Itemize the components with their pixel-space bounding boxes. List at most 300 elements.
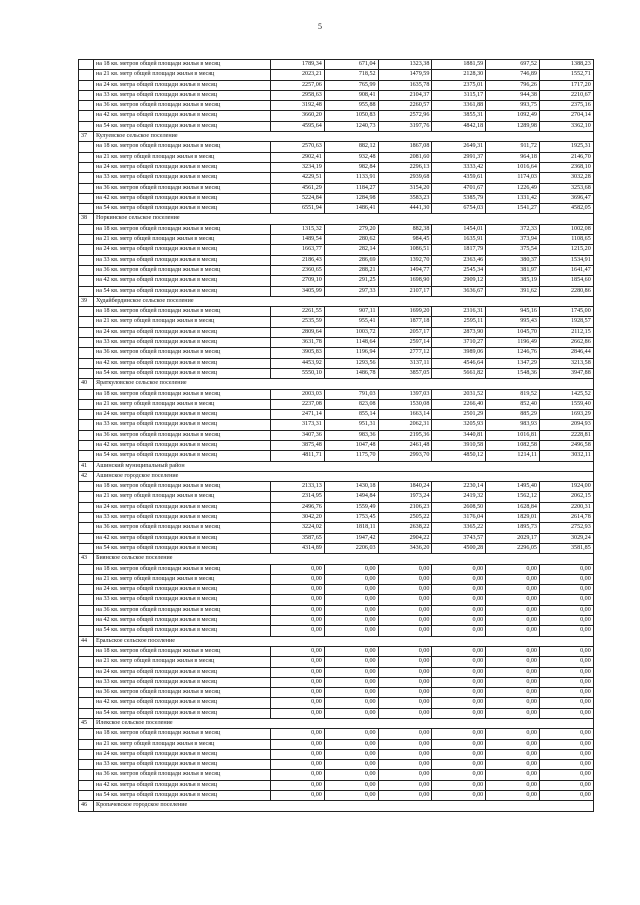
section-header-row: [79, 461, 594, 471]
table-row: [79, 688, 594, 698]
value-cell: 885,29: [486, 410, 540, 420]
value-cell: 373,94: [486, 235, 540, 245]
row-number-cell: [79, 595, 94, 605]
value-cell: 286,69: [324, 255, 378, 265]
value-cell: 0,00: [271, 646, 325, 656]
value-cell: 0,00: [378, 657, 432, 667]
value-cell: 1174,03: [486, 173, 540, 183]
value-cell: 2958,63: [271, 90, 325, 100]
value-cell: 0,00: [486, 585, 540, 595]
value-cell: 2261,55: [271, 307, 325, 317]
table-row: [79, 70, 594, 80]
value-cell: 0,00: [432, 780, 486, 790]
row-number-cell: [79, 574, 94, 584]
table-row: [79, 368, 594, 378]
value-cell: 1047,48: [324, 440, 378, 450]
value-cell: 3333,42: [432, 162, 486, 172]
value-cell: 0,00: [271, 616, 325, 626]
row-label: на 24 кв. метра общей площади жилья в месяц: [94, 585, 271, 595]
value-cell: 0,00: [271, 626, 325, 636]
section-header-row: [79, 132, 594, 142]
value-cell: 1086,51: [378, 245, 432, 255]
table-row: [79, 626, 594, 636]
value-cell: 0,00: [324, 791, 378, 801]
value-cell: 0,00: [539, 780, 593, 790]
section-number: 40: [79, 379, 94, 389]
value-cell: 3192,48: [271, 101, 325, 111]
value-cell: 1284,98: [324, 193, 378, 203]
value-cell: 982,84: [324, 162, 378, 172]
row-label: на 54 кв. метра общей площади жилья в месяц: [94, 791, 271, 801]
value-cell: 944,38: [486, 90, 540, 100]
row-number-cell: [79, 368, 94, 378]
value-cell: 2031,52: [432, 389, 486, 399]
value-cell: 1196,49: [486, 338, 540, 348]
section-header-row: [79, 719, 594, 729]
table-row: [79, 657, 594, 667]
value-cell: 2228,81: [539, 430, 593, 440]
value-cell: 1430,18: [324, 482, 378, 492]
value-cell: 5661,82: [432, 368, 486, 378]
value-cell: 0,00: [486, 595, 540, 605]
value-cell: 0,00: [324, 677, 378, 687]
row-label: на 21 кв. метр общей площади жилья в месяц: [94, 574, 271, 584]
table-row: [79, 173, 594, 183]
value-cell: 0,00: [539, 605, 593, 615]
table-row: [79, 770, 594, 780]
row-number-cell: [79, 605, 94, 615]
value-cell: 0,00: [271, 708, 325, 718]
value-cell: 2904,22: [378, 533, 432, 543]
value-cell: 908,41: [324, 90, 378, 100]
value-cell: 0,00: [324, 605, 378, 615]
table-row: [79, 142, 594, 152]
value-cell: 3636,67: [432, 286, 486, 296]
row-number-cell: [79, 245, 94, 255]
value-cell: 375,54: [486, 245, 540, 255]
value-cell: 1641,47: [539, 265, 593, 275]
value-cell: 0,00: [432, 574, 486, 584]
row-number-cell: [79, 338, 94, 348]
section-number: 43: [79, 554, 94, 564]
value-cell: 6551,94: [271, 204, 325, 214]
value-cell: 2902,41: [271, 152, 325, 162]
value-cell: 2296,13: [378, 162, 432, 172]
row-number-cell: [79, 193, 94, 203]
value-cell: 0,00: [486, 605, 540, 615]
value-cell: 380,37: [486, 255, 540, 265]
value-cell: 0,00: [432, 646, 486, 656]
value-cell: 0,00: [539, 760, 593, 770]
value-cell: 0,00: [432, 605, 486, 615]
value-cell: 0,00: [486, 698, 540, 708]
value-cell: 955,88: [324, 101, 378, 111]
value-cell: 0,00: [539, 564, 593, 574]
value-cell: 4842,18: [432, 121, 486, 131]
value-cell: 2003,03: [271, 389, 325, 399]
page-number: 5: [318, 22, 322, 31]
value-cell: 0,00: [378, 688, 432, 698]
value-cell: 280,62: [324, 235, 378, 245]
value-cell: 0,00: [324, 698, 378, 708]
row-number-cell: [79, 410, 94, 420]
value-cell: 1108,65: [539, 235, 593, 245]
value-cell: 0,00: [432, 791, 486, 801]
value-cell: 2081,60: [378, 152, 432, 162]
row-label: на 21 кв. метр общей площади жилья в месяц: [94, 492, 271, 502]
value-cell: 1175,70: [324, 451, 378, 461]
value-cell: 1925,31: [539, 142, 593, 152]
value-cell: 1003,72: [324, 327, 378, 337]
table-row: [79, 338, 594, 348]
section-header-row: [79, 471, 594, 481]
value-cell: 372,33: [486, 224, 540, 234]
value-cell: 0,00: [271, 677, 325, 687]
value-cell: 882,38: [378, 224, 432, 234]
value-cell: 385,19: [486, 276, 540, 286]
value-cell: 1215,20: [539, 245, 593, 255]
value-cell: 0,00: [486, 626, 540, 636]
value-cell: 0,00: [324, 595, 378, 605]
table-row: [79, 533, 594, 543]
table-row: [79, 760, 594, 770]
section-title: Биянское сельское поселение: [94, 554, 594, 564]
value-cell: 3696,47: [539, 193, 593, 203]
value-cell: 0,00: [378, 729, 432, 739]
value-cell: 2210,67: [539, 90, 593, 100]
value-cell: 2257,06: [271, 80, 325, 90]
row-number-cell: [79, 60, 94, 70]
table-row: [79, 152, 594, 162]
row-label: на 54 кв. метра общей площади жилья в месяц: [94, 626, 271, 636]
value-cell: 3631,78: [271, 338, 325, 348]
row-number-cell: [79, 183, 94, 193]
row-number-cell: [79, 101, 94, 111]
value-cell: 0,00: [486, 791, 540, 801]
row-label: на 36 кв. метров общей площади жилья в месяц: [94, 101, 271, 111]
value-cell: 3407,36: [271, 430, 325, 440]
table-row: [79, 440, 594, 450]
value-cell: 1663,77: [271, 245, 325, 255]
row-label: на 21 кв. метр общей площади жилья в месяц: [94, 70, 271, 80]
value-cell: 4314,89: [271, 543, 325, 553]
table-row: [79, 739, 594, 749]
value-cell: 0,00: [486, 770, 540, 780]
row-label: на 36 кв. метров общей площади жилья в месяц: [94, 605, 271, 615]
value-cell: 2316,31: [432, 307, 486, 317]
value-cell: 1548,36: [486, 368, 540, 378]
value-cell: 0,00: [378, 780, 432, 790]
value-cell: 3436,20: [378, 543, 432, 553]
value-cell: 2186,43: [271, 255, 325, 265]
table-row: [79, 708, 594, 718]
table-row: [79, 420, 594, 430]
row-number-cell: [79, 358, 94, 368]
value-cell: 2614,78: [539, 513, 593, 523]
value-cell: 2496,58: [539, 440, 593, 450]
value-cell: 0,00: [271, 749, 325, 759]
value-cell: 5385,79: [432, 193, 486, 203]
value-cell: 3176,04: [432, 513, 486, 523]
table-row: [79, 502, 594, 512]
value-cell: 1854,60: [539, 276, 593, 286]
value-cell: 1392,70: [378, 255, 432, 265]
table-row: [79, 204, 594, 214]
section-number: 46: [79, 801, 94, 811]
section-title: Кулуевское сельское поселение: [94, 132, 594, 142]
value-cell: 1817,79: [432, 245, 486, 255]
value-cell: 2471,14: [271, 410, 325, 420]
value-cell: 2505,22: [378, 513, 432, 523]
table-row: [79, 780, 594, 790]
value-cell: 4561,29: [271, 183, 325, 193]
value-cell: 2128,30: [432, 70, 486, 80]
value-cell: 0,00: [378, 585, 432, 595]
row-number-cell: [79, 513, 94, 523]
value-cell: 1486,41: [324, 204, 378, 214]
value-cell: 4441,30: [378, 204, 432, 214]
value-cell: 2314,95: [271, 492, 325, 502]
row-number-cell: [79, 791, 94, 801]
value-cell: 1397,03: [378, 389, 432, 399]
value-cell: 391,62: [486, 286, 540, 296]
row-number-cell: [79, 708, 94, 718]
value-cell: 1698,90: [378, 276, 432, 286]
row-label: на 42 кв. метра общей площади жилья в месяц: [94, 276, 271, 286]
section-number: 41: [79, 461, 94, 471]
value-cell: 2107,17: [378, 286, 432, 296]
section-number: 45: [79, 719, 94, 729]
value-cell: 0,00: [486, 749, 540, 759]
section-title: Еральское сельское поселение: [94, 636, 594, 646]
value-cell: 1388,23: [539, 60, 593, 70]
value-cell: 3587,65: [271, 533, 325, 543]
value-cell: 2777,12: [378, 348, 432, 358]
row-label: на 33 кв. метра общей площади жилья в месяц: [94, 595, 271, 605]
row-label: на 42 кв. метра общей площади жилья в месяц: [94, 358, 271, 368]
row-number-cell: [79, 286, 94, 296]
row-number-cell: [79, 451, 94, 461]
value-cell: 1246,76: [486, 348, 540, 358]
table-row: [79, 90, 594, 100]
value-cell: 3581,85: [539, 543, 593, 553]
row-number-cell: [79, 162, 94, 172]
value-cell: 2704,14: [539, 111, 593, 121]
value-cell: 1323,38: [378, 60, 432, 70]
value-cell: 0,00: [432, 657, 486, 667]
value-cell: 1494,77: [378, 265, 432, 275]
value-cell: 0,00: [271, 574, 325, 584]
value-cell: 2939,68: [378, 173, 432, 183]
row-number-cell: [79, 90, 94, 100]
row-label: на 18 кв. метров общей площади жилья в месяц: [94, 564, 271, 574]
value-cell: 3905,83: [271, 348, 325, 358]
table-row: [79, 451, 594, 461]
value-cell: 1214,11: [486, 451, 540, 461]
row-number-cell: [79, 152, 94, 162]
value-cell: 955,41: [324, 317, 378, 327]
value-cell: 2200,31: [539, 502, 593, 512]
value-cell: 2572,96: [378, 111, 432, 121]
value-cell: 2363,46: [432, 255, 486, 265]
value-cell: 0,00: [539, 616, 593, 626]
value-cell: 0,00: [324, 657, 378, 667]
section-header-row: [79, 636, 594, 646]
row-number-cell: [79, 111, 94, 121]
value-cell: 3361,88: [432, 101, 486, 111]
section-header-row: [79, 379, 594, 389]
value-cell: 1635,91: [432, 235, 486, 245]
row-label: на 42 кв. метра общей площади жилья в месяц: [94, 616, 271, 626]
value-cell: 4701,67: [432, 183, 486, 193]
value-cell: 0,00: [486, 616, 540, 626]
value-cell: 0,00: [324, 770, 378, 780]
value-cell: 3253,68: [539, 183, 593, 193]
row-label: на 24 кв. метра общей площади жилья в месяц: [94, 502, 271, 512]
value-cell: 1818,11: [324, 523, 378, 533]
value-cell: 3205,93: [432, 420, 486, 430]
value-cell: 791,03: [324, 389, 378, 399]
value-cell: 1495,40: [486, 482, 540, 492]
value-cell: 2597,14: [378, 338, 432, 348]
value-cell: 0,00: [324, 780, 378, 790]
row-label: на 33 кв. метра общей площади жилья в месяц: [94, 760, 271, 770]
value-cell: 4595,64: [271, 121, 325, 131]
row-number-cell: [79, 585, 94, 595]
value-cell: 0,00: [271, 595, 325, 605]
value-cell: 0,00: [432, 770, 486, 780]
value-cell: 381,97: [486, 265, 540, 275]
value-cell: 0,00: [324, 626, 378, 636]
value-cell: 0,00: [539, 749, 593, 759]
value-cell: 1293,56: [324, 358, 378, 368]
row-label: на 33 кв. метра общей площади жилья в месяц: [94, 677, 271, 687]
value-cell: 2057,17: [378, 327, 432, 337]
value-cell: 0,00: [324, 729, 378, 739]
value-cell: 3032,28: [539, 173, 593, 183]
row-number-cell: [79, 564, 94, 574]
row-number-cell: [79, 142, 94, 152]
table-row: [79, 543, 594, 553]
value-cell: 1693,29: [539, 410, 593, 420]
row-number-cell: [79, 739, 94, 749]
value-cell: 0,00: [539, 667, 593, 677]
value-cell: 0,00: [432, 749, 486, 759]
value-cell: 279,20: [324, 224, 378, 234]
table-row: [79, 183, 594, 193]
row-label: на 24 кв. метра общей площади жилья в месяц: [94, 410, 271, 420]
value-cell: 855,14: [324, 410, 378, 420]
value-cell: 765,99: [324, 80, 378, 90]
value-cell: 4546,64: [432, 358, 486, 368]
value-cell: 2909,12: [432, 276, 486, 286]
value-cell: 0,00: [378, 646, 432, 656]
row-label: на 36 кв. метров общей площади жилья в месяц: [94, 523, 271, 533]
value-cell: 3947,88: [539, 368, 593, 378]
value-cell: 1494,84: [324, 492, 378, 502]
table-row: [79, 523, 594, 533]
value-cell: 0,00: [378, 698, 432, 708]
value-cell: 3032,11: [539, 451, 593, 461]
value-cell: 1840,24: [378, 482, 432, 492]
value-cell: 0,00: [271, 605, 325, 615]
value-cell: 0,00: [271, 780, 325, 790]
value-cell: 0,00: [378, 564, 432, 574]
value-cell: 3710,27: [432, 338, 486, 348]
row-number-cell: [79, 307, 94, 317]
value-cell: 0,00: [539, 739, 593, 749]
value-cell: 0,00: [271, 585, 325, 595]
row-number-cell: [79, 482, 94, 492]
row-label: на 54 кв. метра общей площади жилья в месяц: [94, 451, 271, 461]
value-cell: 2094,93: [539, 420, 593, 430]
value-cell: 0,00: [324, 688, 378, 698]
value-cell: 1331,42: [486, 193, 540, 203]
row-number-cell: [79, 698, 94, 708]
value-cell: 1559,49: [324, 502, 378, 512]
value-cell: 0,00: [486, 657, 540, 667]
value-cell: 2501,29: [432, 410, 486, 420]
value-cell: 983,93: [486, 420, 540, 430]
value-cell: 0,00: [324, 760, 378, 770]
value-cell: 3197,76: [378, 121, 432, 131]
value-cell: 0,00: [324, 616, 378, 626]
row-label: на 18 кв. метров общей площади жилья в месяц: [94, 482, 271, 492]
row-label: на 24 кв. метра общей площади жилья в месяц: [94, 245, 271, 255]
value-cell: 3234,19: [271, 162, 325, 172]
value-cell: 1425,52: [539, 389, 593, 399]
value-cell: 1226,49: [486, 183, 540, 193]
row-label: на 21 кв. метр общей площади жилья в месяц: [94, 739, 271, 749]
value-cell: 0,00: [271, 688, 325, 698]
value-cell: 2649,31: [432, 142, 486, 152]
table-row: [79, 574, 594, 584]
value-cell: 1947,42: [324, 533, 378, 543]
value-cell: 1184,27: [324, 183, 378, 193]
value-cell: 0,00: [271, 657, 325, 667]
value-cell: 0,00: [486, 574, 540, 584]
value-cell: 1559,40: [539, 399, 593, 409]
table-row: [79, 605, 594, 615]
value-cell: 5224,84: [271, 193, 325, 203]
row-number-cell: [79, 770, 94, 780]
row-label: на 21 кв. метр общей площади жилья в месяц: [94, 317, 271, 327]
value-cell: 0,00: [432, 667, 486, 677]
row-label: на 36 кв. метров общей площади жилья в месяц: [94, 770, 271, 780]
value-cell: 1148,64: [324, 338, 378, 348]
value-cell: 2106,23: [378, 502, 432, 512]
tariff-table: [78, 59, 594, 812]
value-cell: 1489,54: [271, 235, 325, 245]
section-title: Яраткуловское сельское поселение: [94, 379, 594, 389]
value-cell: 2638,22: [378, 523, 432, 533]
value-cell: 0,00: [486, 760, 540, 770]
value-cell: 1196,94: [324, 348, 378, 358]
table-row: [79, 698, 594, 708]
value-cell: 1895,73: [486, 523, 540, 533]
value-cell: 1867,08: [378, 142, 432, 152]
row-label: на 33 кв. метра общей площади жилья в месяц: [94, 90, 271, 100]
table-row: [79, 492, 594, 502]
section-header-row: [79, 296, 594, 306]
value-cell: 0,00: [378, 677, 432, 687]
value-cell: 0,00: [378, 626, 432, 636]
table-row: [79, 193, 594, 203]
row-label: на 21 кв. метр общей площади жилья в месяц: [94, 152, 271, 162]
section-title: Ашинское городское поселение: [94, 471, 594, 481]
value-cell: 4582,05: [539, 204, 593, 214]
value-cell: 3137,11: [378, 358, 432, 368]
